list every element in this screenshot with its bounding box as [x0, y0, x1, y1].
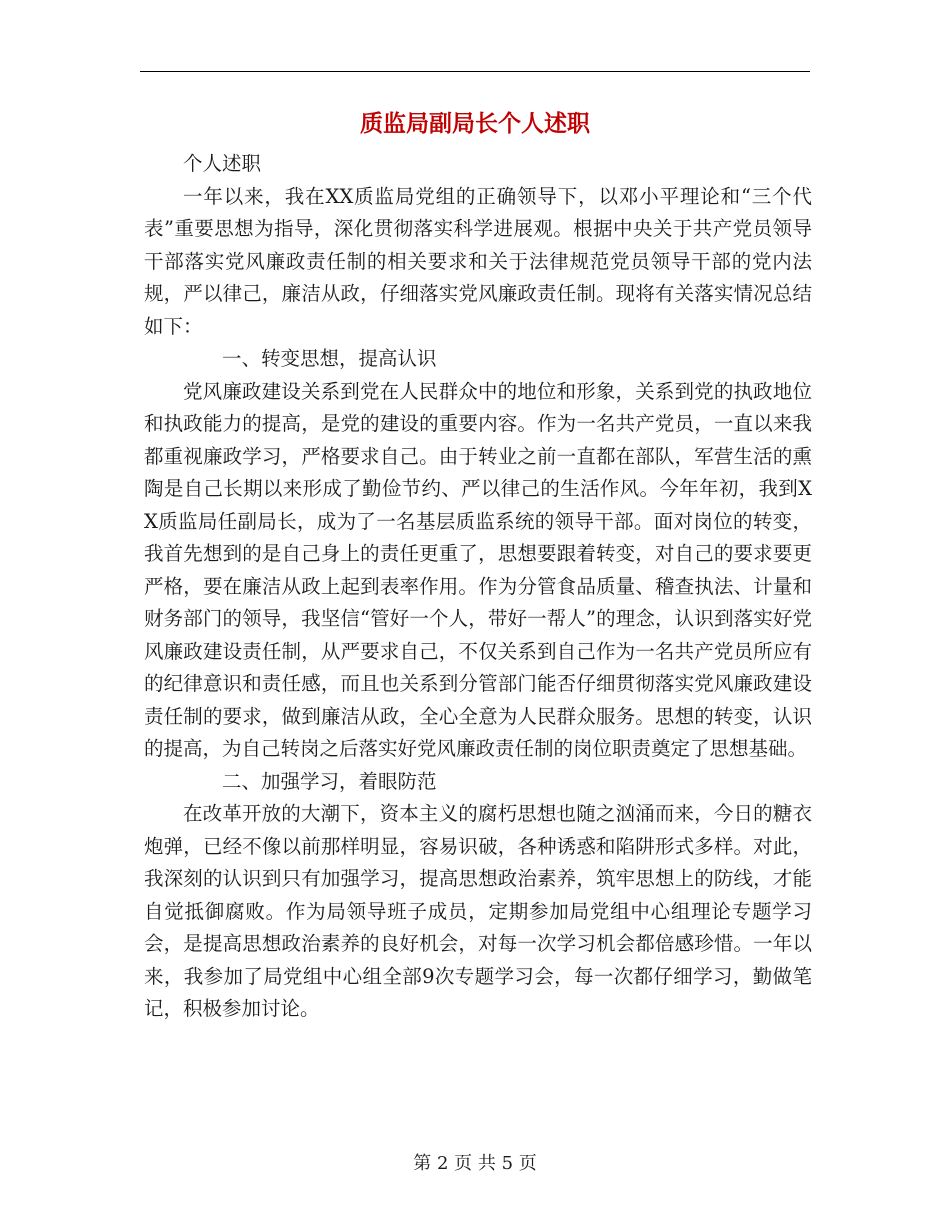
header-rule: [140, 71, 810, 72]
footer-middle: 页 共: [454, 1153, 496, 1174]
section-heading-text-2: 加强学习，着眼防范: [261, 769, 437, 793]
section-heading-2: [144, 766, 812, 799]
document-title: 质监局副局长个人述职: [360, 110, 590, 137]
section-number-2: 二、: [222, 769, 262, 793]
page-footer: [0, 1152, 950, 1176]
section-paragraph-2: 在改革开放的大潮下，资本主义的腐朽思想也随之汹涌而来，今日的糖衣炮弹，已经不像以前那样明显，容易识破，各种诱惑和陷阱形式多样。对此，我深刻的认识到只有加强学习，提高思想政治素养，筑牢思想上的防线，才能自觉抵御腐败。作为局领导班子成员，定期参加局党组中心组理论专题学习会，是提高思想政治素养的良好机会，对每一次学习机会都倍感珍惜。一年以来，我参加了局党组中心组全部9次专题学习会，每一次都仔细学习，勤做笔记，积极参加讨论。: [144, 802, 812, 1020]
footer-total-pages: 5: [501, 1153, 514, 1174]
document-body: [144, 148, 812, 1026]
footer-current-page: 2: [436, 1153, 449, 1174]
section-heading-text-1: 转变思想，提高认识: [261, 347, 437, 370]
section-paragraph-1: 党风廉政建设关系到党在人民群众中的地位和形象，关系到党的执政地位和执政能力的提高，是党的建设的重要内容。作为一名共产党员，一直以来我都重视廉政学习，严格要求自己。由于转业之前一直都在部队，军营生活的熏陶是自己长期以来形成了勤俭节约、严以律己的生活作风。今年年初，我到XX质监局任副局长，成为了一名基层质监系统的领导干部。面对岗位的转变，我首先想到的是自己身上的责任更重了，思想要跟着转变，对自己的要求要更严格，要在廉洁从政上起到表率作用。作为分管食品质量、稽查执法、计量和财务部门的领导，我坚信“管好一个人，带好一帮人”的理念，认识到落实好党风廉政建设责任制，从严要求自己，不仅关系到自己作为一名共产党员所应有的纪律意识和责任感，而且也关系到分管部门能否仔细贯彻落实党风廉政建设责任制的要求，做到廉洁从政，全心全意为人民群众服务。思想的转变，认识的提高，为自己转岗之后落实好党风廉政责任制的岗位职责奠定了思想基础。: [144, 379, 812, 760]
intro-paragraph: 一年以来，我在XX质监局党组的正确领导下，以邓小平理论和“三个代表”重要思想为指导，深化贯彻落实科学进展观。根据中央关于共产党员领导干部落实党风廉政责任制的相关要求和关于法律规范党员领导干部的党内法规，严以律己，廉洁从政，仔细落实党风廉政责任制。现将有关落实情况总结如下：: [144, 184, 812, 338]
subtitle: 个人述职: [183, 152, 262, 175]
footer-prefix: 第: [413, 1153, 432, 1174]
section-number-1: 一、: [222, 347, 262, 370]
section-heading-1: [144, 343, 812, 376]
footer-suffix: 页: [518, 1153, 537, 1174]
